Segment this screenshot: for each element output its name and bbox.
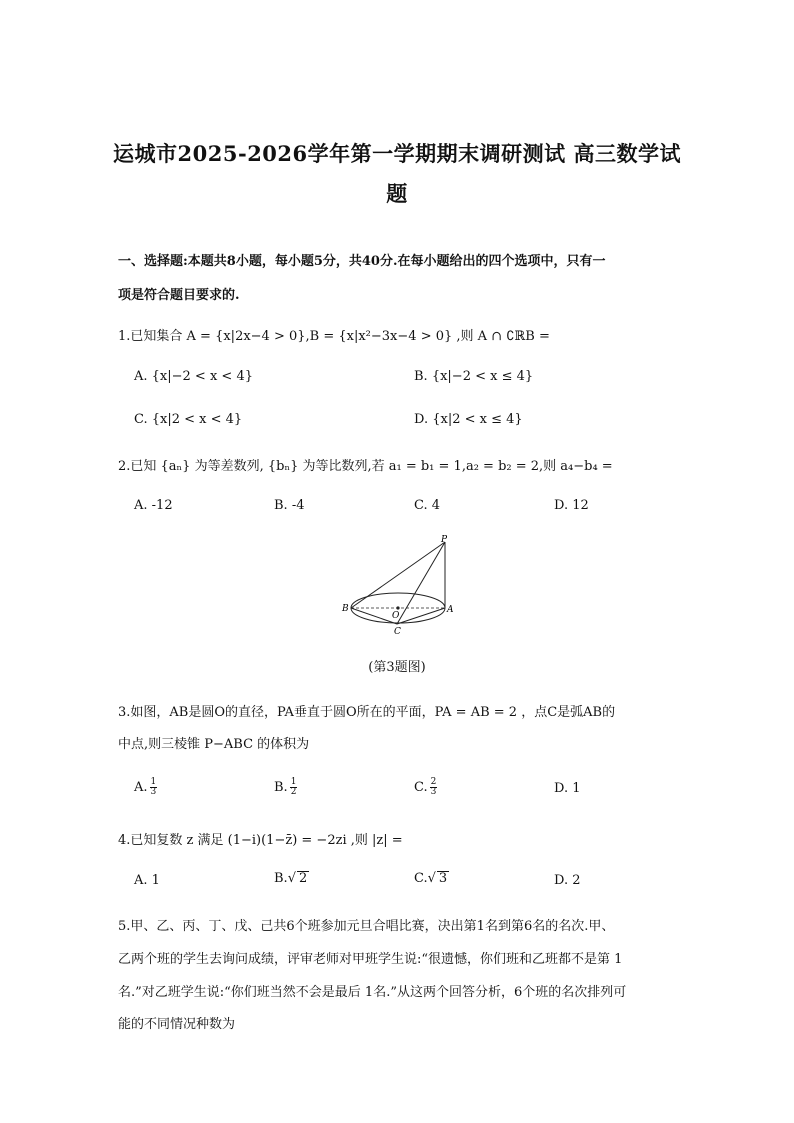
sqrt-sign-icon: √ (287, 871, 296, 886)
q3-option-c-label: C. (414, 780, 428, 795)
label-b: B (342, 604, 349, 614)
q4-option-a: A. 1 (134, 873, 160, 888)
q5-stem-line-1: 5.甲、乙、丙、丁、戊、己共6个班参加元旦合唱比赛，决出第1名到第6名的名次.甲、 (118, 919, 615, 934)
q2-option-a: A. -12 (134, 498, 173, 513)
label-o: O (392, 611, 400, 621)
label-c: C (394, 627, 401, 637)
q1-stem: 1.已知集合 A = {x|2x−4 > 0},B = {x|x²−3x−4 > 0} ,则 A ∩ ∁ℝB = (118, 329, 550, 344)
q2-option-b: B. -4 (274, 498, 305, 513)
q4-option-b-radicand: 2 (298, 871, 308, 886)
title-line-1: 运城市2025-2026学年第一学期期末调研测试 高三数学试 (113, 141, 681, 166)
q3-option-b (274, 778, 297, 797)
q4-option-c (414, 871, 449, 886)
q2-option-d: D. 12 (554, 498, 589, 513)
q4-stem: 4.已知复数 z 满足 (1−i)(1−z̄) = −2zi ,则 |z| = (118, 833, 403, 848)
q4-option-b-label: B. (274, 871, 288, 886)
q1-option-b: B. {x|−2 < x ≤ 4} (414, 369, 534, 384)
q1-option-a: A. {x|−2 < x < 4} (134, 369, 253, 384)
page-title (110, 134, 684, 214)
section-heading-line-1: 一、选择题:本题共8小题，每小题5分，共40分.在每小题给出的四个选项中，只有一 (118, 254, 606, 269)
q1-option-c: C. {x|2 < x < 4} (134, 412, 243, 427)
q3-stem-line-2: 中点,则三棱锥 P−ABC 的体积为 (118, 737, 310, 752)
q3-option-a-den: 3 (150, 787, 157, 797)
q4-option-d: D. 2 (554, 873, 581, 888)
q3-option-c-fraction (430, 778, 438, 797)
pc-line (397, 542, 445, 624)
q3-stem-line-1: 3.如图，AB是圆O的直径，PA垂直于圆O所在的平面，PA = AB = 2 ，点C是弧AB的 (118, 705, 616, 720)
q5-stem-line-4: 能的不同情况种数为 (118, 1017, 236, 1032)
q3-option-a-num: 1 (150, 777, 157, 787)
title-line-2: 题 (386, 181, 408, 206)
q2-stem: 2.已知 {aₙ} 为等差数列, {bₙ} 为等比数列,若 a₁ = b₁ = 1,a₂ = b₂ = 2,则 a₄−b₄ = (118, 459, 613, 474)
q4-option-c-label: C. (414, 871, 428, 886)
sqrt-sign-icon: √ (427, 871, 436, 886)
section-heading-line-2: 项是符合题目要求的. (118, 288, 240, 303)
q3-option-c (414, 778, 437, 797)
q3-option-d: D. 1 (554, 781, 581, 796)
label-a: A (447, 605, 454, 615)
q3-option-b-den: 2 (290, 787, 297, 797)
q1-option-d: D. {x|2 < x ≤ 4} (414, 412, 523, 427)
q3-option-c-num: 2 (430, 777, 437, 787)
q3-option-a-fraction (150, 778, 158, 797)
center-o-dot (396, 606, 399, 609)
q3-option-b-num: 1 (290, 777, 297, 787)
figure-caption: (第3题图) (368, 660, 426, 675)
pb-line (351, 542, 445, 608)
geometry-figure (335, 534, 465, 644)
q3-option-c-den: 3 (430, 787, 437, 797)
q2-option-c: C. 4 (414, 498, 441, 513)
q5-stem-line-3: 名.”对乙班学生说:“你们班当然不会是最后 1名.”从这两个回答分析，6个班的名次排列可 (118, 985, 627, 1000)
q4-option-b (274, 871, 309, 886)
q3-option-a (134, 778, 157, 797)
q3-option-b-label: B. (274, 780, 288, 795)
q3-option-a-label: A. (134, 780, 148, 795)
q4-option-c-radicand: 3 (438, 871, 448, 886)
q5-stem-line-2: 乙两个班的学生去询问成绩，评审老师对甲班学生说:“很遗憾，你们班和乙班都不是第 1 (118, 952, 623, 967)
q3-option-b-fraction (290, 778, 298, 797)
label-p: P (441, 535, 448, 545)
